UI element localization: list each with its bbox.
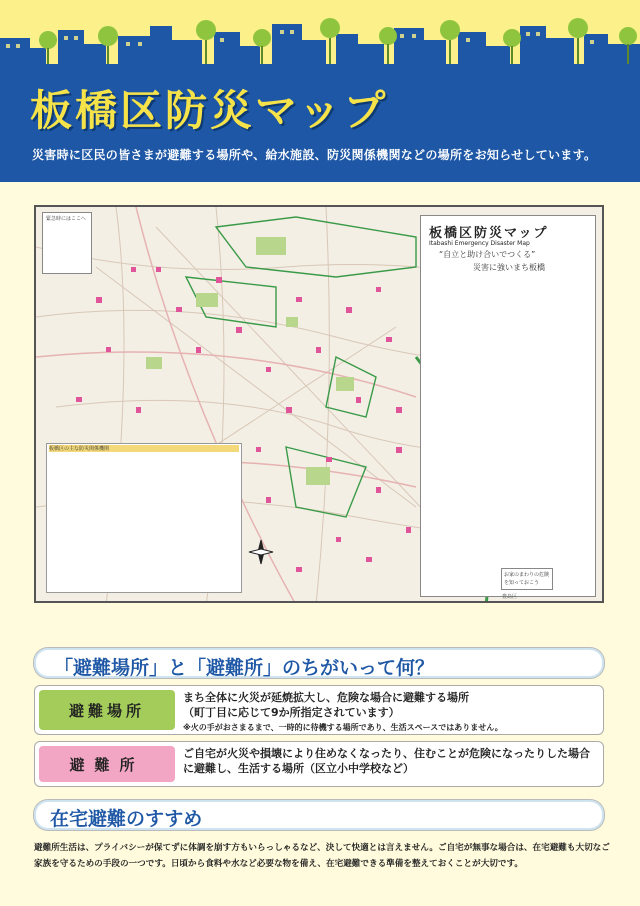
emergency-contact-box [42, 212, 92, 274]
page-title: 板橋区防災マップ [30, 86, 389, 135]
definition-evacuation-shelter [34, 741, 604, 787]
map-ward-label: 豊島区 [502, 594, 518, 600]
definition-text-line1: ご自宅が火災や損壊により住めなくなったり、住むことが危険になったりした場合 [183, 747, 590, 760]
qa-heading-text: 「避難場所」と「避難所」のちがいって何？ [54, 657, 435, 679]
home-evacuation-text: 避難所生活は、プライバシーが保てずに体調を崩す方もいらっしゃるなど、決して快適とは言えません。ご自宅が無事な場合は、在宅避難も大切なご家族を守るための手段の一つです。日頃から食料や水など必要な物を備え、在宅避難できる準備を整えておくことが大切です。 [34, 843, 610, 869]
header-banner [0, 0, 640, 182]
map-title-english: Itabashi Emergency Disaster Map [429, 240, 530, 247]
definition-text-line1: まち全体に火災が延焼拡大し、危険な場合に避難する場所 [183, 691, 469, 704]
map-legend-title: 板橋区の主な防災関係機関 [49, 445, 239, 452]
definition-text-evacuation-area [183, 690, 469, 720]
definition-label-evacuation-area: 避難場所 [39, 690, 175, 730]
map-title-panel [420, 215, 596, 597]
skyline-illustration [0, 0, 640, 72]
definition-text-line2: （町丁目に応じて9か所指定されています） [183, 706, 400, 719]
definition-note-evacuation-area: ※火の手がおさまるまで、一時的に待機する場所であり、生活スペースではありません。 [183, 723, 503, 732]
map-title: 板橋区防災マップ [429, 226, 549, 241]
definition-label-evacuation-shelter: 避難所 [39, 746, 175, 782]
qa-heading-bar [34, 648, 604, 678]
home-evacuation-heading-bar [34, 800, 604, 830]
definition-text-evacuation-shelter [183, 746, 590, 776]
emergency-contact-title: 緊急時にはここへ [46, 216, 86, 222]
page-subtitle: 災害時に区民の皆さまが避難する場所や、給水施設、防災関係機関などの場所をお知らせしています。 [32, 148, 597, 162]
map-slogan-line2: 災害に強いまち板橋 [473, 263, 545, 272]
map-slogan-line1: “自立と助け合いでつくる” [439, 250, 536, 259]
map-note-box: お家のまわりの危険を知っておこう [501, 568, 553, 590]
home-evacuation-heading: 在宅避難のすすめ [50, 808, 203, 830]
definition-text-line2: に避難し、生活する場所（区立小中学校など） [183, 762, 414, 775]
disaster-map-image [34, 205, 604, 603]
definition-evacuation-area [34, 685, 604, 735]
map-legend-panel [46, 443, 242, 593]
